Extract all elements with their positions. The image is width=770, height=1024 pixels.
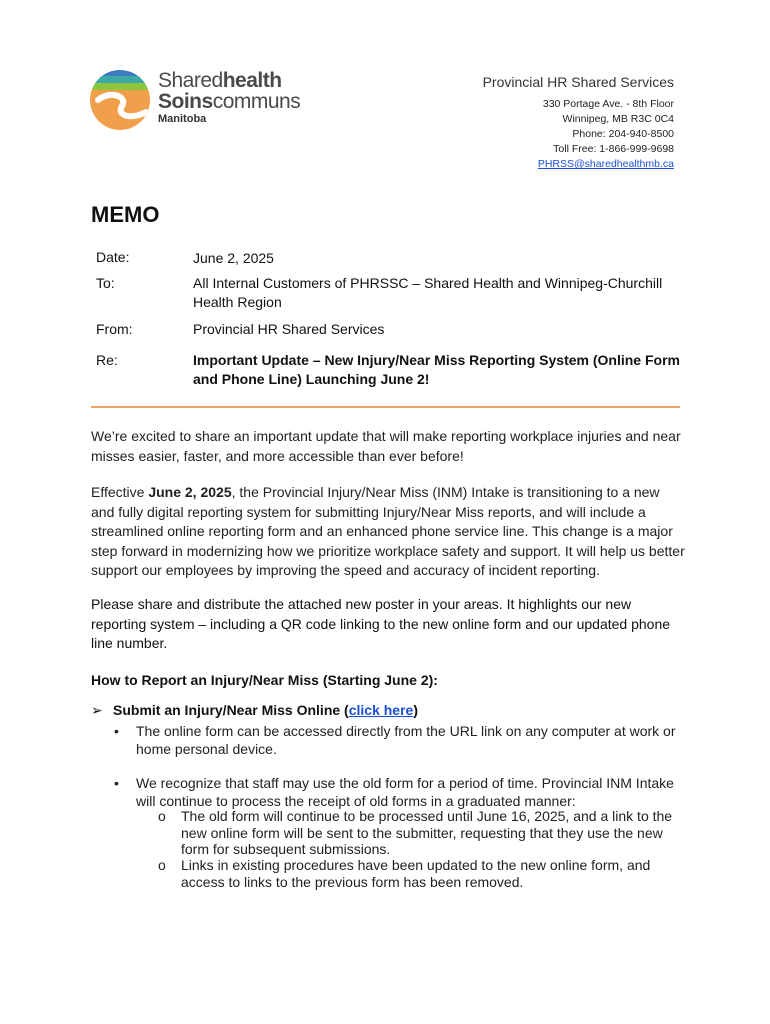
to-value: All Internal Customers of PHRSSC – Shared Health and Winnipeg-Churchill Health Region	[193, 275, 663, 310]
sender-email-link[interactable]: PHRSS@sharedhealthmb.ca	[537, 158, 674, 170]
effective-paragraph: Effective June 2, 2025, the Provincial Injury/Near Miss (INM) Intake is transitioning to a new and fully digital reporting system for submitting Injury/Near Miss reports, and will include a streamlined online reporting form and an enhanced phone service line. This change is a major step forward in modernizing how we prioritize workplace safety and support. It will help us better support our employees by improving the speed and accuracy of incident reporting.	[91, 484, 685, 578]
shared-health-logo	[88, 66, 328, 132]
list-subitem-links-updated: o Links in existing procedures have been updated to the new online form, and access to links to the previous form has been removed.	[158, 857, 651, 890]
arrow-bullet-icon: ➢	[91, 702, 103, 718]
from-label: From:	[96, 321, 133, 337]
logo-line-3: Manitoba	[158, 113, 207, 125]
sender-city: Winnipeg, MB R3C 0C4	[562, 113, 674, 125]
sender-department: Provincial HR Shared Services	[482, 74, 674, 90]
sender-tollfree: Toll Free: 1-866-999-9698	[553, 143, 674, 155]
poster-paragraph: Please share and distribute the attached new poster in your areas. It highlights our new reporting system – including a QR code linking to the new online form and our updated phone line number.	[91, 596, 671, 651]
memo-title: MEMO	[91, 202, 160, 227]
bullet-icon: •	[114, 775, 119, 791]
bullet-icon: •	[114, 723, 119, 739]
sender-street: 330 Portage Ave. - 8th Floor	[542, 98, 674, 110]
from-value: Provincial HR Shared Services	[193, 321, 385, 337]
circle-bullet-icon: o	[158, 808, 166, 824]
logo-mark-icon	[88, 66, 152, 130]
re-label: Re:	[96, 352, 118, 368]
list-item-submit-online: ➢ Submit an Injury/Near Miss Online (click here)	[91, 702, 418, 718]
circle-bullet-icon: o	[158, 857, 166, 873]
intro-paragraph: We’re excited to share an important update that will make reporting workplace injuries and near misses easier, faster, and more accessible than ever before!	[91, 428, 681, 464]
header-divider	[91, 406, 680, 408]
click-here-link[interactable]: click here	[348, 702, 414, 718]
logo-line-1: Sharedhealth	[158, 69, 282, 92]
re-value: Important Update – New Injury/Near Miss Reporting System (Online Form and Phone Line) Launching June 2!	[193, 352, 680, 387]
to-label: To:	[96, 275, 115, 291]
list-subitem-old-form-deadline: o The old form will continue to be processed until June 16, 2025, and a link to the new online form will be sent to the submitter, requesting that they use the new form for subsequent submissions.	[158, 808, 673, 857]
logo-line-2: Soinscommuns	[158, 90, 301, 113]
section-heading: How to Report an Injury/Near Miss (Starting June 2):	[91, 672, 438, 688]
list-item-online-form: • The online form can be accessed directly from the URL link on any computer at work or home personal device.	[114, 723, 676, 757]
date-label: Date:	[96, 249, 130, 265]
sender-address	[483, 74, 674, 172]
date-value: June 2, 2025	[193, 250, 274, 266]
sender-phone: Phone: 204-940-8500	[572, 128, 674, 140]
list-item-old-form: • We recognize that staff may use the old form for a period of time. Provincial INM Intake will continue to process the receipt of old forms in a graduated manner:	[114, 775, 674, 809]
